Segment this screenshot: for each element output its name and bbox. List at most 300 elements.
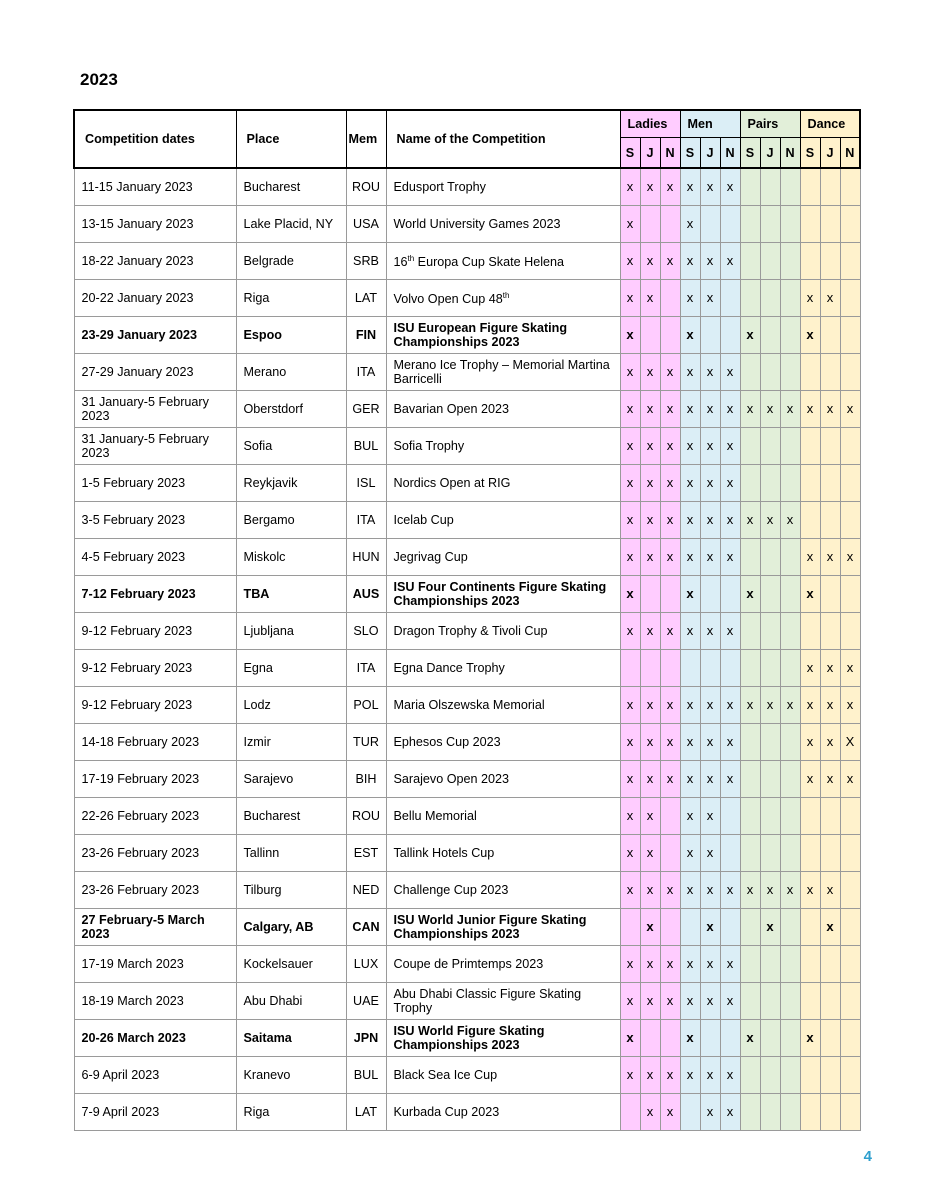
mark-dance-junior [820, 1057, 840, 1094]
mark-ladies-junior [640, 317, 660, 354]
mark-pairs-novice [780, 280, 800, 317]
mark-men-senior: x [680, 391, 700, 428]
mark-men-novice: x [720, 1094, 740, 1131]
mark-men-senior: x [680, 317, 700, 354]
member-cell: USA [346, 206, 386, 243]
mark-men-junior [700, 650, 720, 687]
competition-name-cell: Edusport Trophy [386, 168, 620, 206]
competition-dates-cell: 23-26 February 2023 [74, 872, 236, 909]
mark-dance-novice [840, 613, 860, 650]
mark-pairs-senior [740, 168, 760, 206]
mark-men-senior: x [680, 502, 700, 539]
mark-men-junior: x [700, 835, 720, 872]
member-cell: BUL [346, 428, 386, 465]
mark-ladies-junior: x [640, 280, 660, 317]
mark-pairs-junior [760, 761, 780, 798]
mark-men-junior: x [700, 502, 720, 539]
competition-name-cell: Merano Ice Trophy – Memorial Martina Barricelli [386, 354, 620, 391]
mark-men-novice: x [720, 539, 740, 576]
mark-ladies-junior: x [640, 983, 660, 1020]
header-pairs-novice: N [780, 138, 800, 169]
member-cell: ITA [346, 650, 386, 687]
place-cell: Saitama [236, 1020, 346, 1057]
competition-name-cell: Maria Olszewska Memorial [386, 687, 620, 724]
header-men-novice: N [720, 138, 740, 169]
mark-dance-junior [820, 317, 840, 354]
mark-dance-junior: x [820, 539, 840, 576]
mark-ladies-novice [660, 798, 680, 835]
mark-pairs-novice [780, 1057, 800, 1094]
mark-dance-junior [820, 502, 840, 539]
mark-dance-senior: x [800, 650, 820, 687]
mark-dance-senior: x [800, 724, 820, 761]
mark-ladies-senior: x [620, 465, 640, 502]
mark-men-junior [700, 576, 720, 613]
mark-pairs-novice [780, 539, 800, 576]
mark-pairs-novice [780, 317, 800, 354]
mark-pairs-junior [760, 539, 780, 576]
mark-pairs-junior [760, 168, 780, 206]
mark-dance-junior [820, 243, 840, 280]
mark-men-senior: x [680, 983, 700, 1020]
competition-dates-cell: 7-12 February 2023 [74, 576, 236, 613]
place-cell: Reykjavik [236, 465, 346, 502]
mark-ladies-senior: x [620, 1057, 640, 1094]
mark-dance-novice [840, 1094, 860, 1131]
mark-dance-novice [840, 798, 860, 835]
mark-pairs-junior [760, 428, 780, 465]
mark-pairs-junior [760, 206, 780, 243]
mark-dance-novice [840, 1020, 860, 1057]
member-cell: ROU [346, 798, 386, 835]
mark-ladies-novice [660, 206, 680, 243]
place-cell: Bergamo [236, 502, 346, 539]
mark-dance-senior [800, 909, 820, 946]
competition-dates-cell: 1-5 February 2023 [74, 465, 236, 502]
mark-dance-junior [820, 983, 840, 1020]
mark-dance-senior [800, 1057, 820, 1094]
mark-men-junior: x [700, 946, 720, 983]
place-cell: Espoo [236, 317, 346, 354]
mark-ladies-novice [660, 835, 680, 872]
mark-pairs-novice [780, 243, 800, 280]
header-pairs: Pairs [740, 110, 800, 138]
mark-men-novice: x [720, 502, 740, 539]
mark-men-senior: x [680, 576, 700, 613]
mark-men-novice: x [720, 1057, 740, 1094]
mark-ladies-novice: x [660, 613, 680, 650]
mark-ladies-junior [640, 1020, 660, 1057]
mark-men-junior [700, 317, 720, 354]
competition-dates-cell: 18-19 March 2023 [74, 983, 236, 1020]
mark-ladies-senior: x [620, 872, 640, 909]
mark-dance-junior [820, 1094, 840, 1131]
mark-men-senior: x [680, 465, 700, 502]
member-cell: CAN [346, 909, 386, 946]
mark-dance-junior [820, 428, 840, 465]
header-place: Place [236, 110, 346, 168]
mark-dance-senior [800, 206, 820, 243]
table-row [74, 613, 860, 650]
member-cell: ITA [346, 354, 386, 391]
mark-dance-novice: x [840, 650, 860, 687]
mark-dance-senior [800, 613, 820, 650]
mark-men-senior [680, 650, 700, 687]
mark-dance-novice [840, 576, 860, 613]
mark-men-junior: x [700, 354, 720, 391]
mark-ladies-senior: x [620, 761, 640, 798]
place-cell: Riga [236, 1094, 346, 1131]
mark-dance-junior: x [820, 391, 840, 428]
place-cell: Belgrade [236, 243, 346, 280]
place-cell: Sofia [236, 428, 346, 465]
mark-ladies-novice [660, 576, 680, 613]
year-heading: 2023 [80, 70, 118, 89]
mark-men-senior: x [680, 354, 700, 391]
mark-men-junior: x [700, 613, 720, 650]
mark-pairs-junior [760, 946, 780, 983]
competition-name-cell: Black Sea Ice Cup [386, 1057, 620, 1094]
table-row [74, 539, 860, 576]
mark-men-novice: x [720, 613, 740, 650]
mark-men-senior: x [680, 1020, 700, 1057]
mark-dance-junior: x [820, 280, 840, 317]
mark-ladies-novice: x [660, 946, 680, 983]
competition-name-cell: ISU European Figure Skating Championships 2023 [386, 317, 620, 354]
mark-men-junior: x [700, 798, 720, 835]
mark-ladies-junior: x [640, 761, 660, 798]
mark-dance-novice [840, 428, 860, 465]
mark-pairs-novice: x [780, 391, 800, 428]
mark-dance-senior [800, 502, 820, 539]
mark-men-senior: x [680, 613, 700, 650]
member-cell: NED [346, 872, 386, 909]
mark-dance-novice [840, 465, 860, 502]
mark-ladies-junior [640, 576, 660, 613]
mark-ladies-novice [660, 1020, 680, 1057]
mark-pairs-senior [740, 1094, 760, 1131]
place-cell: Bucharest [236, 168, 346, 206]
mark-pairs-novice [780, 168, 800, 206]
mark-pairs-novice [780, 909, 800, 946]
calendar-body [74, 168, 860, 1131]
competition-name-cell: Sarajevo Open 2023 [386, 761, 620, 798]
mark-pairs-senior [740, 650, 760, 687]
mark-dance-senior [800, 983, 820, 1020]
mark-men-novice: x [720, 391, 740, 428]
mark-pairs-senior [740, 1057, 760, 1094]
mark-men-junior: x [700, 687, 720, 724]
mark-men-senior: x [680, 687, 700, 724]
table-row [74, 1020, 860, 1057]
member-cell: FIN [346, 317, 386, 354]
mark-dance-junior: x [820, 909, 840, 946]
mark-ladies-senior: x [620, 613, 640, 650]
mark-men-junior: x [700, 1057, 720, 1094]
mark-dance-junior: x [820, 650, 840, 687]
member-cell: JPN [346, 1020, 386, 1057]
mark-ladies-senior: x [620, 354, 640, 391]
competition-name-cell: ISU World Figure Skating Championships 2023 [386, 1020, 620, 1057]
mark-pairs-novice [780, 983, 800, 1020]
mark-ladies-novice [660, 909, 680, 946]
mark-pairs-junior [760, 835, 780, 872]
mark-dance-senior: x [800, 539, 820, 576]
mark-men-junior: x [700, 243, 720, 280]
mark-ladies-senior: x [620, 280, 640, 317]
competition-dates-cell: 9-12 February 2023 [74, 687, 236, 724]
mark-ladies-senior: x [620, 243, 640, 280]
place-cell: Bucharest [236, 798, 346, 835]
table-row [74, 280, 860, 317]
mark-ladies-senior: x [620, 502, 640, 539]
mark-ladies-senior: x [620, 983, 640, 1020]
mark-pairs-senior [740, 465, 760, 502]
mark-pairs-junior [760, 1094, 780, 1131]
competition-name-cell: ISU World Junior Figure Skating Championships 2023 [386, 909, 620, 946]
member-cell: AUS [346, 576, 386, 613]
mark-dance-senior [800, 835, 820, 872]
mark-ladies-senior: x [620, 391, 640, 428]
mark-men-senior: x [680, 206, 700, 243]
mark-dance-junior [820, 168, 840, 206]
table-row [74, 761, 860, 798]
member-cell: UAE [346, 983, 386, 1020]
mark-dance-senior: x [800, 687, 820, 724]
competition-name-cell: Bellu Memorial [386, 798, 620, 835]
mark-dance-novice [840, 983, 860, 1020]
competition-dates-cell: 23-29 January 2023 [74, 317, 236, 354]
place-cell: Merano [236, 354, 346, 391]
mark-men-novice: x [720, 724, 740, 761]
mark-ladies-novice: x [660, 1057, 680, 1094]
mark-pairs-junior: x [760, 502, 780, 539]
mark-dance-senior: x [800, 391, 820, 428]
table-row [74, 168, 860, 206]
mark-ladies-junior: x [640, 835, 660, 872]
mark-pairs-senior: x [740, 872, 760, 909]
mark-ladies-novice: x [660, 983, 680, 1020]
mark-pairs-novice: x [780, 872, 800, 909]
member-cell: EST [346, 835, 386, 872]
page-number: 4 [863, 1148, 872, 1165]
mark-ladies-junior [640, 206, 660, 243]
competition-dates-cell: 7-9 April 2023 [74, 1094, 236, 1131]
mark-ladies-senior [620, 1094, 640, 1131]
mark-ladies-senior: x [620, 428, 640, 465]
mark-dance-senior: x [800, 576, 820, 613]
header-competition-name: Name of the Competition [386, 110, 620, 168]
mark-men-senior: x [680, 724, 700, 761]
mark-men-junior: x [700, 724, 720, 761]
mark-pairs-senior [740, 946, 760, 983]
mark-ladies-senior: x [620, 946, 640, 983]
mark-men-novice: x [720, 872, 740, 909]
mark-dance-novice [840, 206, 860, 243]
mark-pairs-novice: x [780, 502, 800, 539]
mark-men-novice: x [720, 243, 740, 280]
mark-ladies-senior: x [620, 317, 640, 354]
table-row [74, 354, 860, 391]
header-ladies-novice: N [660, 138, 680, 169]
mark-ladies-junior: x [640, 798, 660, 835]
mark-dance-junior [820, 835, 840, 872]
mark-dance-senior [800, 354, 820, 391]
place-cell: Kranevo [236, 1057, 346, 1094]
mark-ladies-novice: x [660, 391, 680, 428]
mark-dance-novice [840, 909, 860, 946]
table-row [74, 317, 860, 354]
mark-dance-senior [800, 465, 820, 502]
competition-name-cell: World University Games 2023 [386, 206, 620, 243]
mark-dance-junior: x [820, 724, 840, 761]
mark-dance-novice [840, 243, 860, 280]
mark-pairs-senior: x [740, 576, 760, 613]
table-row [74, 946, 860, 983]
place-cell: Miskolc [236, 539, 346, 576]
competition-dates-cell: 11-15 January 2023 [74, 168, 236, 206]
mark-pairs-senior: x [740, 502, 760, 539]
place-cell: Ljubljana [236, 613, 346, 650]
mark-dance-senior: x [800, 317, 820, 354]
mark-pairs-junior [760, 354, 780, 391]
mark-pairs-junior [760, 650, 780, 687]
mark-ladies-senior: x [620, 724, 640, 761]
mark-dance-novice: X [840, 724, 860, 761]
competition-name-cell: Sofia Trophy [386, 428, 620, 465]
header-dance-senior: S [800, 138, 820, 169]
competition-dates-cell: 23-26 February 2023 [74, 835, 236, 872]
mark-pairs-novice [780, 576, 800, 613]
competition-calendar-table [73, 109, 861, 1131]
mark-men-junior: x [700, 872, 720, 909]
competition-name-cell: Egna Dance Trophy [386, 650, 620, 687]
mark-ladies-junior: x [640, 428, 660, 465]
mark-men-novice [720, 280, 740, 317]
place-cell: Abu Dhabi [236, 983, 346, 1020]
mark-men-junior: x [700, 909, 720, 946]
member-cell: BIH [346, 761, 386, 798]
mark-men-novice: x [720, 465, 740, 502]
mark-men-senior: x [680, 428, 700, 465]
mark-pairs-senior: x [740, 317, 760, 354]
table-row [74, 835, 860, 872]
mark-men-senior: x [680, 872, 700, 909]
mark-pairs-novice: x [780, 687, 800, 724]
competition-dates-cell: 22-26 February 2023 [74, 798, 236, 835]
header-member: Mem [346, 110, 386, 168]
competition-name-cell: Dragon Trophy & Tivoli Cup [386, 613, 620, 650]
competition-dates-cell: 20-26 March 2023 [74, 1020, 236, 1057]
mark-men-senior: x [680, 835, 700, 872]
mark-ladies-senior: x [620, 168, 640, 206]
mark-pairs-novice [780, 650, 800, 687]
mark-pairs-junior [760, 1020, 780, 1057]
competition-name-cell: Coupe de Primtemps 2023 [386, 946, 620, 983]
place-cell: Izmir [236, 724, 346, 761]
table-row [74, 502, 860, 539]
mark-pairs-senior [740, 613, 760, 650]
mark-men-novice [720, 650, 740, 687]
competition-dates-cell: 17-19 February 2023 [74, 761, 236, 798]
place-cell: Tallinn [236, 835, 346, 872]
table-row [74, 206, 860, 243]
member-cell: BUL [346, 1057, 386, 1094]
competition-dates-cell: 31 January-5 February 2023 [74, 391, 236, 428]
mark-pairs-junior [760, 317, 780, 354]
mark-ladies-novice: x [660, 243, 680, 280]
mark-ladies-junior: x [640, 465, 660, 502]
mark-ladies-junior: x [640, 391, 660, 428]
member-cell: HUN [346, 539, 386, 576]
mark-dance-senior [800, 946, 820, 983]
mark-ladies-novice [660, 650, 680, 687]
member-cell: ITA [346, 502, 386, 539]
mark-men-senior [680, 1094, 700, 1131]
mark-ladies-novice: x [660, 428, 680, 465]
mark-dance-senior: x [800, 1020, 820, 1057]
mark-ladies-junior: x [640, 613, 660, 650]
mark-men-novice: x [720, 687, 740, 724]
mark-pairs-senior: x [740, 391, 760, 428]
mark-ladies-junior: x [640, 687, 660, 724]
competition-dates-cell: 14-18 February 2023 [74, 724, 236, 761]
competition-dates-cell: 31 January-5 February 2023 [74, 428, 236, 465]
mark-ladies-novice [660, 317, 680, 354]
header-pairs-junior: J [760, 138, 780, 169]
mark-men-novice [720, 576, 740, 613]
mark-dance-senior [800, 428, 820, 465]
place-cell: Sarajevo [236, 761, 346, 798]
mark-dance-junior [820, 1020, 840, 1057]
mark-men-novice: x [720, 983, 740, 1020]
mark-men-senior: x [680, 280, 700, 317]
mark-pairs-senior [740, 428, 760, 465]
member-cell: SLO [346, 613, 386, 650]
place-cell: Riga [236, 280, 346, 317]
mark-men-senior: x [680, 946, 700, 983]
mark-dance-senior [800, 798, 820, 835]
mark-dance-novice: x [840, 761, 860, 798]
mark-men-novice [720, 798, 740, 835]
mark-men-novice: x [720, 428, 740, 465]
mark-ladies-novice: x [660, 168, 680, 206]
mark-dance-novice [840, 280, 860, 317]
mark-pairs-senior [740, 983, 760, 1020]
place-cell: Oberstdorf [236, 391, 346, 428]
competition-name-cell: ISU Four Continents Figure Skating Championships 2023 [386, 576, 620, 613]
mark-pairs-senior [740, 761, 760, 798]
table-row [74, 1057, 860, 1094]
place-cell: TBA [236, 576, 346, 613]
mark-pairs-junior: x [760, 872, 780, 909]
mark-ladies-senior: x [620, 576, 640, 613]
mark-ladies-novice: x [660, 1094, 680, 1131]
place-cell: Egna [236, 650, 346, 687]
member-cell: LUX [346, 946, 386, 983]
mark-men-senior: x [680, 539, 700, 576]
competition-dates-cell: 3-5 February 2023 [74, 502, 236, 539]
table-row [74, 243, 860, 280]
mark-pairs-junior [760, 576, 780, 613]
mark-ladies-junior: x [640, 909, 660, 946]
mark-men-novice: x [720, 354, 740, 391]
mark-men-novice [720, 317, 740, 354]
table-row [74, 1094, 860, 1131]
mark-dance-senior [800, 243, 820, 280]
mark-pairs-senior [740, 354, 760, 391]
mark-ladies-junior: x [640, 539, 660, 576]
